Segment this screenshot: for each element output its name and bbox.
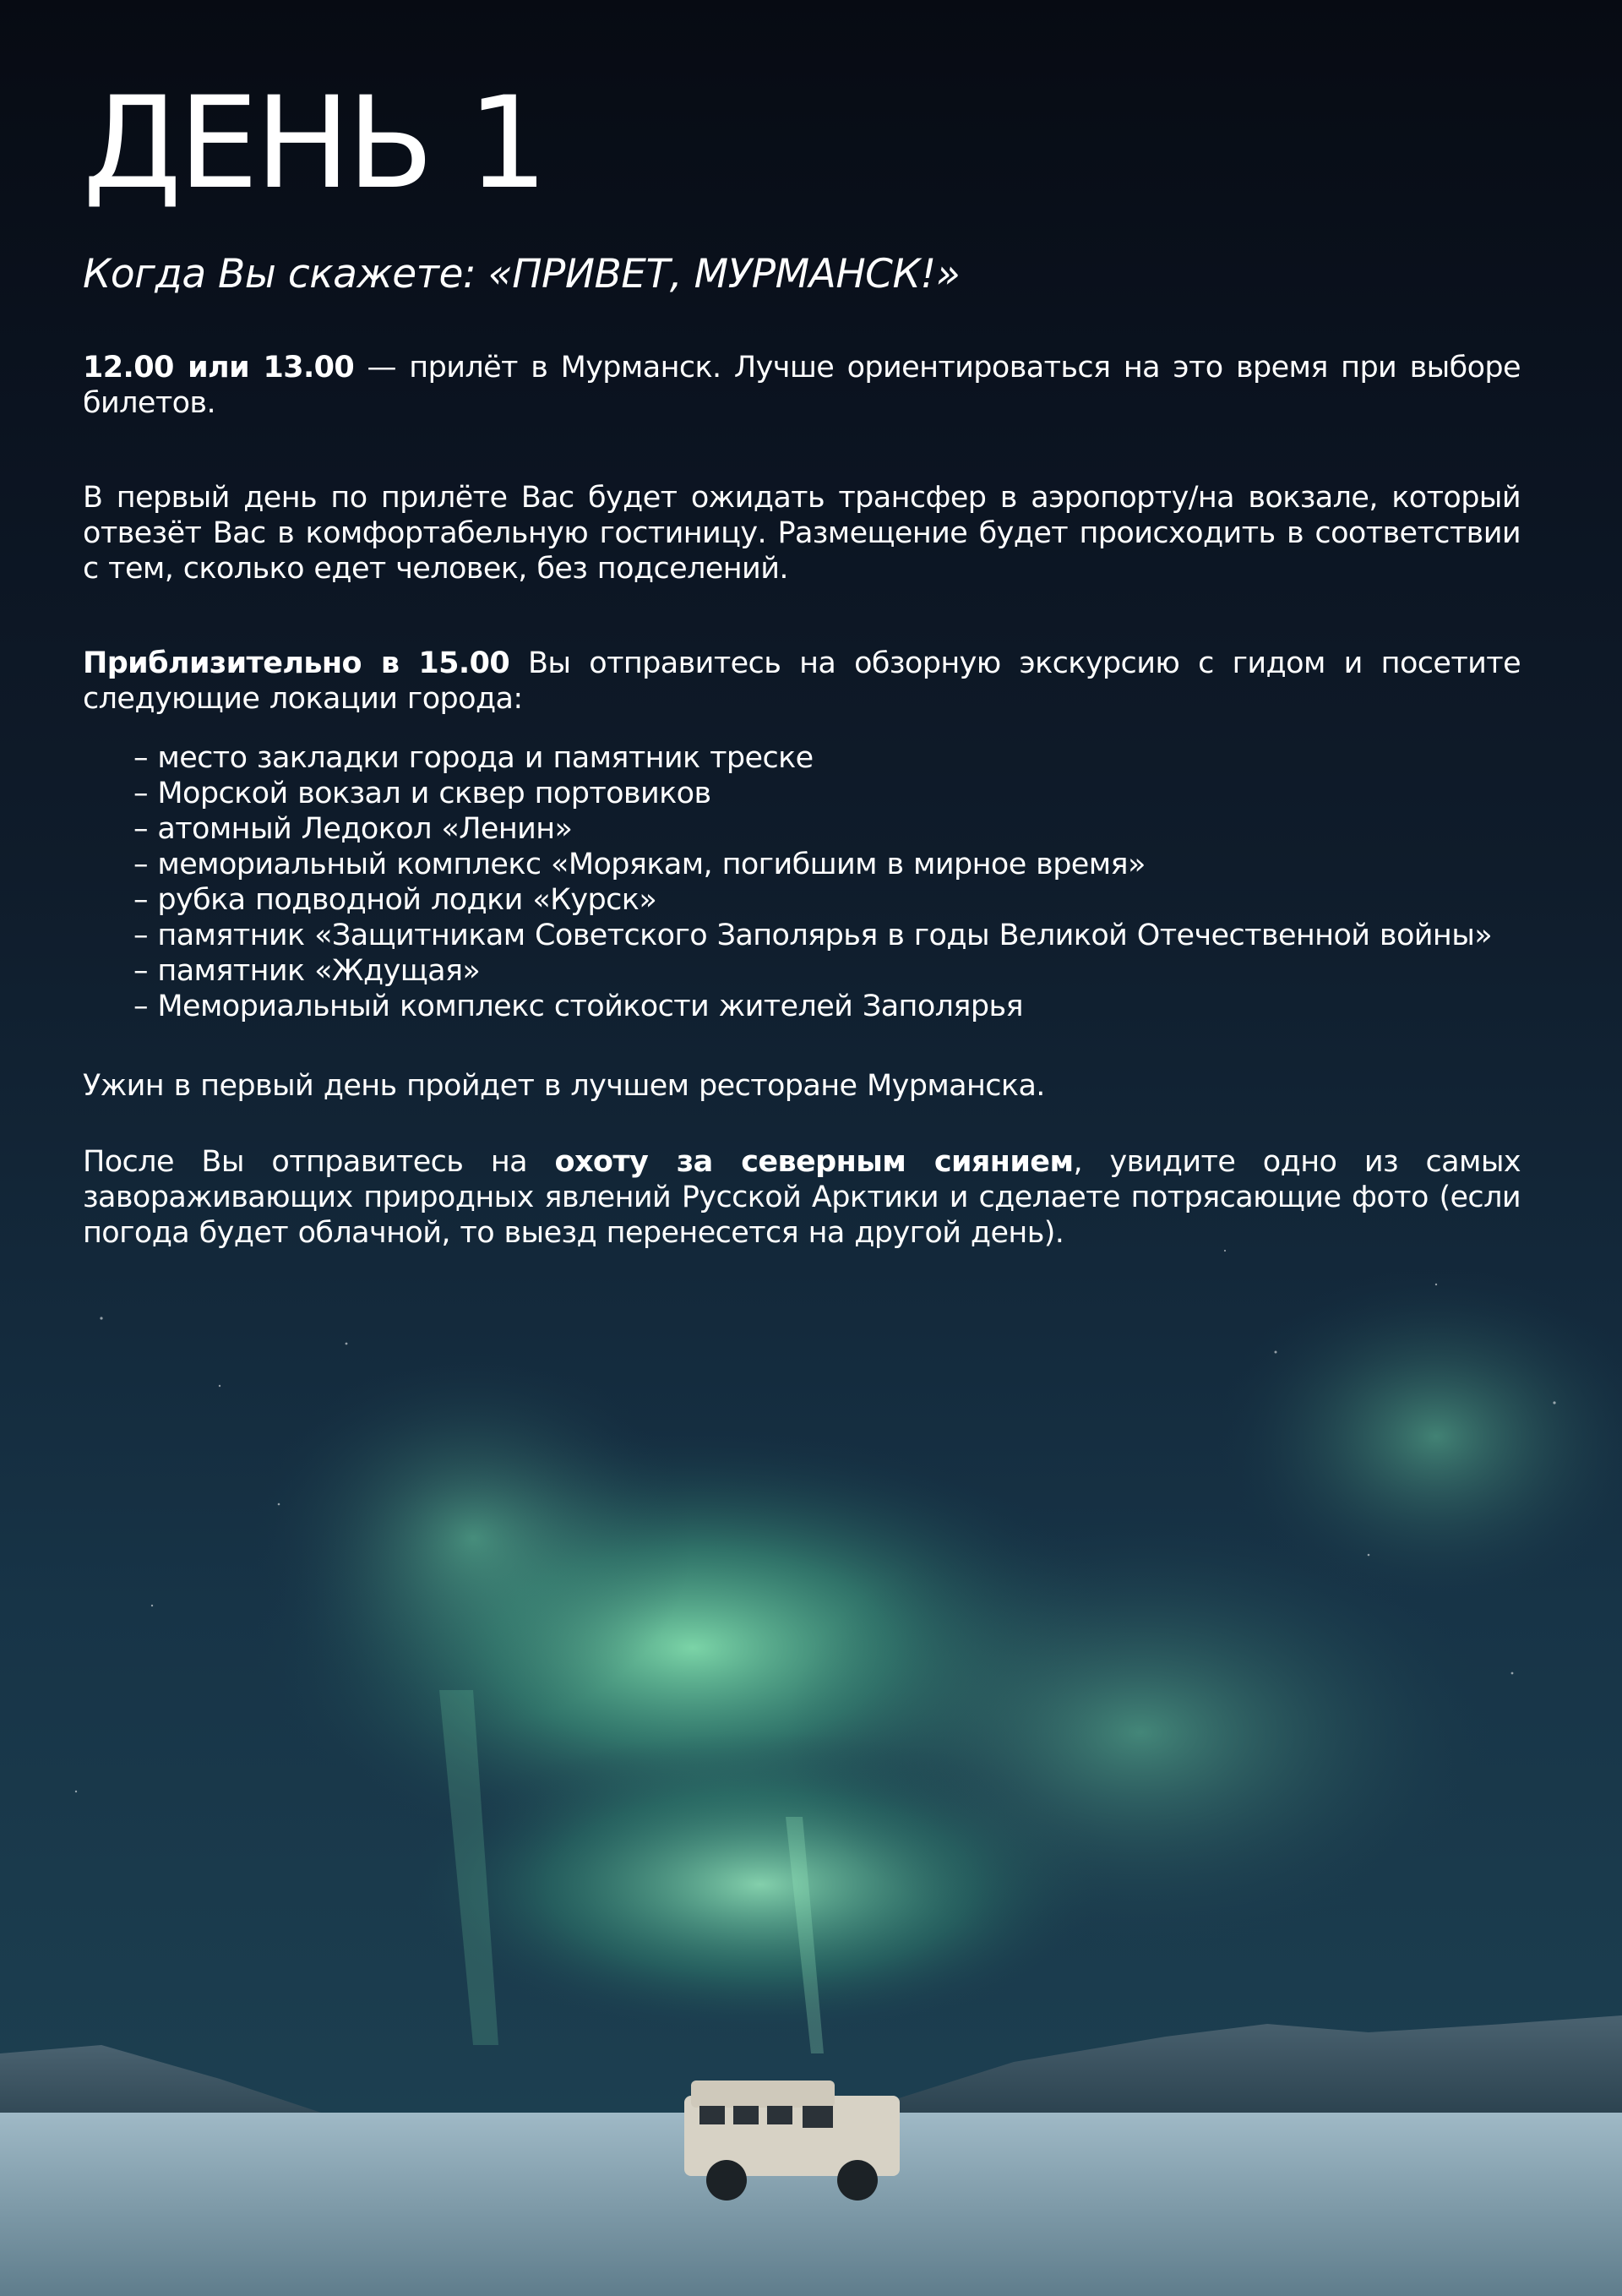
list-item: – мемориальный комплекс «Морякам, погибшим в мирное время» (133, 848, 1146, 881)
day-content (83, 70, 1521, 1251)
excursion-text: Вы отправитесь на обзорную экскурсию с гидом и посетите следующие локации города: (83, 646, 1521, 716)
arrival-text: — прилёт в Мурманск. Лучше ориентироваться на это время при выборе билетов. (83, 351, 1521, 420)
list-item: – атомный Ледокол «Ленин» (133, 812, 573, 846)
list-item: – памятник «Ждущая» (133, 954, 481, 988)
arrival-paragraph (83, 350, 1521, 421)
excursion-paragraph (83, 646, 1521, 717)
aurora-highlight: охоту за северным сиянием (554, 1145, 1074, 1179)
arrival-time: 12.00 или 13.00 (83, 351, 355, 384)
aurora-paragraph (83, 1144, 1521, 1251)
aurora-text-before: После Вы отправитесь на (83, 1145, 555, 1179)
page-title: ДЕНЬ 1 (83, 70, 545, 217)
aurora-glow (253, 1268, 1622, 2053)
list-item: – памятник «Защитникам Советского Заполярья в годы Великой Отечественной войны» (133, 919, 1493, 952)
list-item: – место закладки города и памятник треске (133, 741, 814, 775)
dinner-paragraph: Ужин в первый день пройдет в лучшем ресторане Мурманска. (83, 1069, 1045, 1103)
aurora-text-after: , увидите одно из самых завораживающих природных явлений Русской Арктики и сделаете потрясающие фото (если погода будет облачной, то выезд перенесется на другой день). (83, 1145, 1521, 1250)
locations-list (83, 740, 1521, 1024)
list-item: – Морской вокзал и сквер портовиков (133, 777, 711, 810)
page-subtitle: Когда Вы скажете: «ПРИВЕТ, МУРМАНСК!» (83, 251, 961, 297)
transfer-paragraph: В первый день по прилёте Вас будет ожидать трансфер в аэропорту/на вокзале, который отвезёт Вас в комфортабельную гостиницу. Размещение будет происходить в соответствии с тем, сколько едет человек, без подселений. (83, 481, 1521, 586)
list-item: – рубка подводной лодки «Курск» (133, 883, 657, 917)
list-item: – Мемориальный комплекс стойкости жителей Заполярья (133, 990, 1023, 1023)
excursion-time: Приблизительно в 15.00 (83, 646, 510, 680)
